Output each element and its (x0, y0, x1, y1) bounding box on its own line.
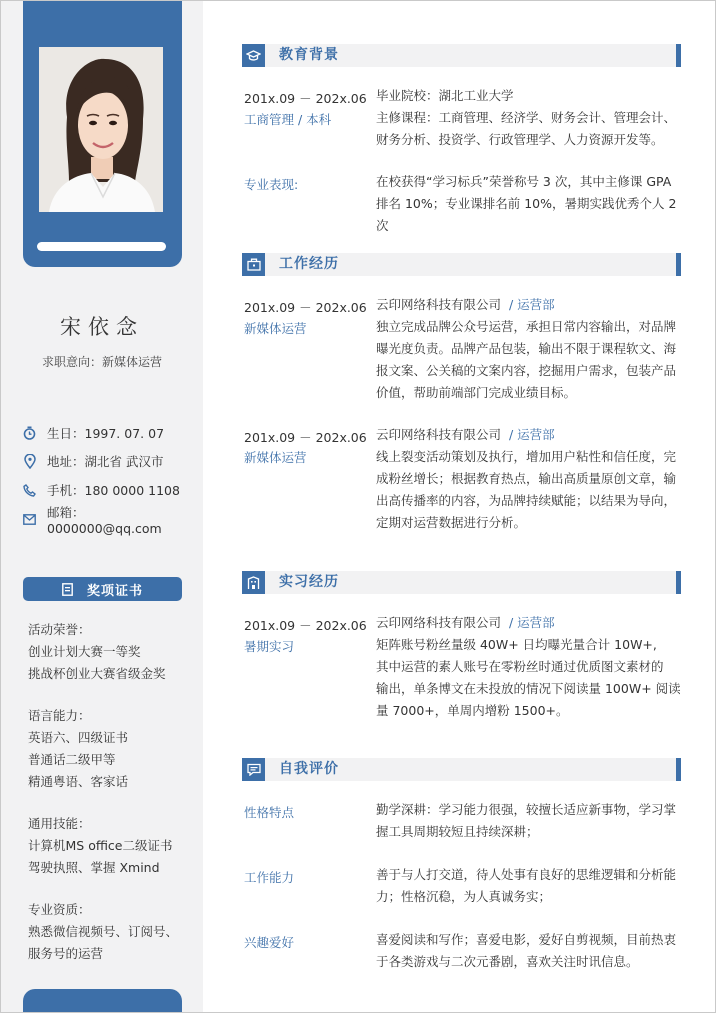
clock-icon (23, 426, 36, 441)
awards-header: 奖项证书 (23, 577, 182, 601)
contact-address: 地址：湖北省 武汉市 (23, 451, 198, 471)
sidebar-bottom-tab (23, 989, 182, 1012)
intern-line: 其中运营的素人账号在零粉丝时通过优质图文素材的 (376, 659, 664, 674)
awards-line: 普通话二级甲等 (28, 752, 116, 767)
awards-line: 专业资质： (28, 902, 91, 917)
awards-line: 服务号的运营 (28, 946, 104, 961)
work-dept: / 运营部 (508, 297, 555, 312)
work-role: 新媒体运营 (244, 450, 307, 465)
education-title: 教育背景 (279, 47, 339, 63)
intern-line: 量 7000+，单周内增粉 1500+。 (376, 703, 569, 718)
work-title: 工作经历 (279, 256, 339, 272)
awards-line: 创业计划大赛一等奖 (28, 644, 141, 659)
intern-header (242, 571, 681, 594)
awards-line: 语言能力： (28, 708, 91, 723)
work-date: 201x.09 － 202x.06 (244, 430, 367, 445)
building-icon (242, 571, 265, 594)
work-line: 曝光度负责。品牌产品包装，输出不限于课程软文、海 (376, 341, 677, 356)
self-line: 勤学深耕：学习能力很强，较擅长适应新事物，学习掌 (376, 802, 677, 817)
education-performance-line: 次 (376, 218, 389, 233)
education-school: 毕业院校：湖北工业大学 (376, 88, 514, 103)
work-line: 线上裂变活动策划及执行，增加用户粘性和信任度，完 (376, 449, 677, 464)
awards-line: 熟悉微信视频号、订阅号、 (28, 924, 179, 939)
job-intent: 求职意向：新媒体运营 (41, 355, 162, 369)
work-line: 报文案、公关稿的文案内容，挖掘用户需求，包装产品 (376, 363, 677, 378)
awards-line: 精通粤语、客家话 (28, 774, 129, 789)
work-line: 独立完成品牌公众号运营，承担日常内容输出，对品牌 (376, 319, 677, 334)
education-performance-line: 排名 10%；专业课排名前 10%，暑期实践优秀个人 2 (376, 196, 677, 211)
awards-line: 驾驶执照、掌握 Xmind (28, 860, 160, 875)
profile-photo (39, 47, 163, 212)
work-line: 定期对运营数据进行分析。 (376, 515, 527, 530)
photo-decor-bar (37, 242, 166, 251)
self-line: 力；性格沉稳，为人真诚务实； (376, 889, 552, 904)
phone-icon (23, 483, 36, 498)
location-icon (23, 454, 36, 469)
education-header (242, 44, 681, 67)
graduation-cap-icon (242, 44, 265, 67)
education-performance-label: 专业表现: (244, 177, 299, 192)
self-title: 自我评价 (279, 761, 339, 777)
education-courses-line: 主修课程：工商管理、经济学、财务会计、管理会计、 (376, 110, 677, 125)
work-role: 新媒体运营 (244, 321, 307, 336)
awards-line: 通用技能： (28, 816, 91, 831)
work-line: 价值，帮助前端部门完成业绩目标。 (376, 385, 577, 400)
contact-email: 邮箱：0000000@qq.com (23, 509, 198, 529)
intern-dept: / 运营部 (508, 615, 555, 630)
work-line: 出高传播率的内容，为品牌持续赋能；以结果为导向， (376, 493, 677, 508)
awards-line: 英语六、四级证书 (28, 730, 129, 745)
education-courses-line: 财务分析、投资学、行政管理学、人力资源开发等。 (376, 132, 664, 147)
work-header (242, 253, 681, 276)
self-label: 兴趣爱好 (244, 935, 295, 950)
work-company: 云印网络科技有限公司 / 运营部 (376, 427, 555, 442)
self-line: 喜爱阅读和写作；喜爱电影，爱好自剪视频，目前热衷 (376, 932, 677, 947)
intern-role: 暑期实习 (244, 639, 295, 654)
photo-card (23, 1, 182, 267)
briefcase-icon (242, 253, 265, 276)
work-company: 云印网络科技有限公司 / 运营部 (376, 297, 555, 312)
education-performance-line: 在校获得“学习标兵”荣誉称号 3 次，其中主修课 GPA (376, 174, 672, 189)
document-icon (62, 583, 75, 596)
contact-phone: 手机：180 0000 1108 (23, 480, 198, 500)
mail-icon (23, 512, 36, 527)
awards-line: 活动荣誉： (28, 622, 91, 637)
work-dept: / 运营部 (508, 427, 555, 442)
candidate-name: 宋依念 (60, 315, 144, 339)
education-major: 工商管理 / 本科 (244, 112, 332, 127)
sidebar (1, 1, 203, 1012)
education-date: 201x.09 － 202x.06 (244, 91, 367, 106)
chat-icon (242, 758, 265, 781)
intern-line: 输出，单条博文在未投放的情况下阅读量 100W+ 阅读 (376, 681, 681, 696)
work-line: 成粉丝增长；根据教育热点，输出高质量原创文章，输 (376, 471, 677, 486)
intern-date: 201x.09 － 202x.06 (244, 618, 367, 633)
intern-line: 矩阵账号粉丝量级 40W+ 日均曝光量合计 10W+, (376, 637, 657, 652)
self-header (242, 758, 681, 781)
self-line: 于各类游戏与二次元番剧，喜欢关注时讯信息。 (376, 954, 639, 969)
contact-birthday: 生日：1997. 07. 07 (23, 423, 198, 443)
self-line: 握工具周期较短且持续深耕； (376, 824, 539, 839)
intern-title: 实习经历 (279, 574, 339, 590)
self-label: 性格特点 (244, 805, 295, 820)
awards-line: 计算机MS office二级证书 (28, 838, 173, 853)
self-line: 善于与人打交道，待人处事有良好的思维逻辑和分析能 (376, 867, 677, 882)
work-date: 201x.09 － 202x.06 (244, 300, 367, 315)
intern-company: 云印网络科技有限公司 / 运营部 (376, 615, 555, 630)
self-label: 工作能力 (244, 870, 295, 885)
awards-line: 挑战杯创业大赛省级金奖 (28, 666, 166, 681)
